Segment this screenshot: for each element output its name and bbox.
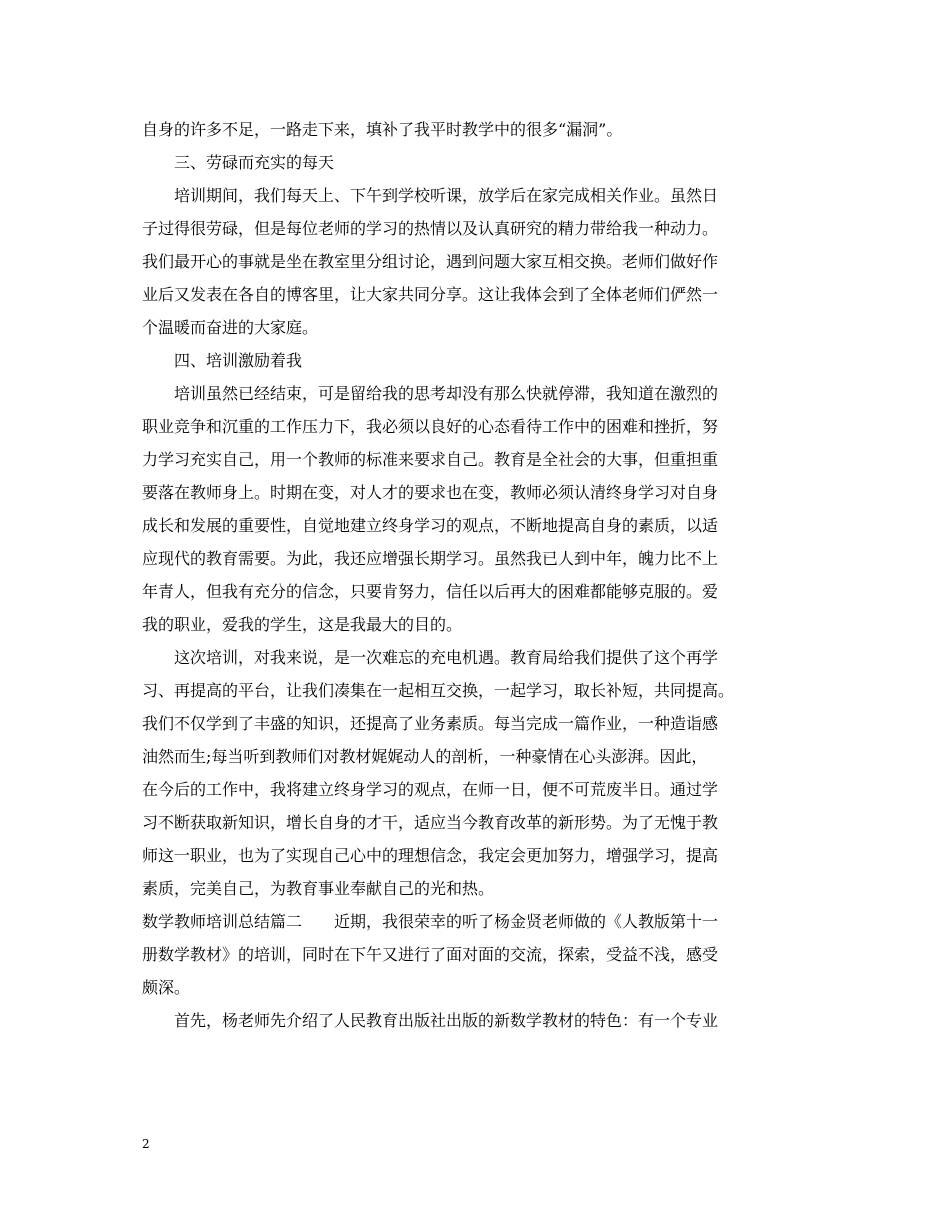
paragraph-line: 册数学教材》的培训，同时在下午又进行了面对面的交流，探索，受益不浅，感受 <box>142 945 719 964</box>
paragraph-line: 力学习充实自己，用一个教师的标准来要求自己。教育是全社会的大事，但重担重 <box>142 450 719 469</box>
paragraph-line: 年青人，但我有充分的信念，只要肯努力，信任以后再大的困难都能够克服的。爱 <box>142 582 719 601</box>
paragraph-line: 首先，杨老师先介绍了人民教育出版社出版的新数学教材的特色：有一个专业 <box>174 1011 719 1030</box>
paragraph-line: 习、再提高的平台，让我们凑集在一起相互交换，一起学习，取长补短，共同提高。 <box>142 681 735 700</box>
paragraph-line: 个温暖而奋进的大家庭。 <box>142 318 319 337</box>
paragraph-line: 成长和发展的重要性，自觉地建立终身学习的观点，不断地提高自身的素质，以适 <box>142 516 719 535</box>
paragraph-line: 培训虽然已经结束，可是留给我的思考却没有那么快就停滞，我知道在激烈的 <box>174 384 719 403</box>
section-heading: 三、劳碌而充实的每天 <box>174 153 335 172</box>
paragraph-line: 职业竞争和沉重的工作压力下，我必须以良好的心态看待工作中的困难和挫折，努 <box>142 417 719 436</box>
paragraph-line: 习不断获取新知识，增长自身的才干，适应当今教育改革的新形势。为了无愧于教 <box>142 813 719 832</box>
paragraph-line: 我们最开心的事就是坐在教室里分组讨论，遇到问题大家互相交换。老师们做好作 <box>142 252 719 271</box>
paragraph-line: 素质，完美自己，为教育事业奉献自己的光和热。 <box>142 879 495 898</box>
paragraph-line: 自身的许多不足，一路走下来，填补了我平时教学中的很多“漏洞”。 <box>142 120 623 139</box>
page-number: 2 <box>142 1137 150 1151</box>
section-title-line: 数学教师培训总结篇二 近期，我很荣幸的听了杨金贤老师做的《人教版第十一 <box>142 912 719 931</box>
paragraph-line: 业后又发表在各自的博客里，让大家共同分享。这让我体会到了全体老师们俨然一 <box>142 285 719 304</box>
paragraph-line: 培训期间，我们每天上、下午到学校听课，放学后在家完成相关作业。虽然日 <box>174 186 719 205</box>
paragraph-line: 师这一职业，也为了实现自己心中的理想信念，我定会更加努力，增强学习，提高 <box>142 846 719 865</box>
paragraph-line: 我的职业，爱我的学生，这是我最大的目的。 <box>142 615 463 634</box>
section-heading: 四、培训激励着我 <box>174 351 303 370</box>
paragraph-line: 颇深。 <box>142 978 191 997</box>
paragraph-line: 这次培训，对我来说，是一次难忘的充电机遇。教育局给我们提供了这个再学 <box>174 648 719 667</box>
paragraph-line: 子过得很劳碌，但是每位老师的学习的热情以及认真研究的精力带给我一种动力。 <box>142 219 719 238</box>
paragraph-line: 应现代的教育需要。为此，我还应增强长期学习。虽然我已人到中年，魄力比不上 <box>142 549 719 568</box>
paragraph-line: 在今后的工作中，我将建立终身学习的观点，在师一日，便不可荒废半日。通过学 <box>142 780 719 799</box>
paragraph-line: 我们不仅学到了丰盛的知识，还提高了业务素质。每当完成一篇作业，一种造诣感 <box>142 714 719 733</box>
paragraph-line: 要落在教师身上。时期在变，对人才的要求也在变，教师必须认清终身学习对自身 <box>142 483 719 502</box>
paragraph-line: 油然而生;每当听到教师们对教材娓娓动人的剖析，一种豪情在心头澎湃。因此， <box>142 747 708 766</box>
